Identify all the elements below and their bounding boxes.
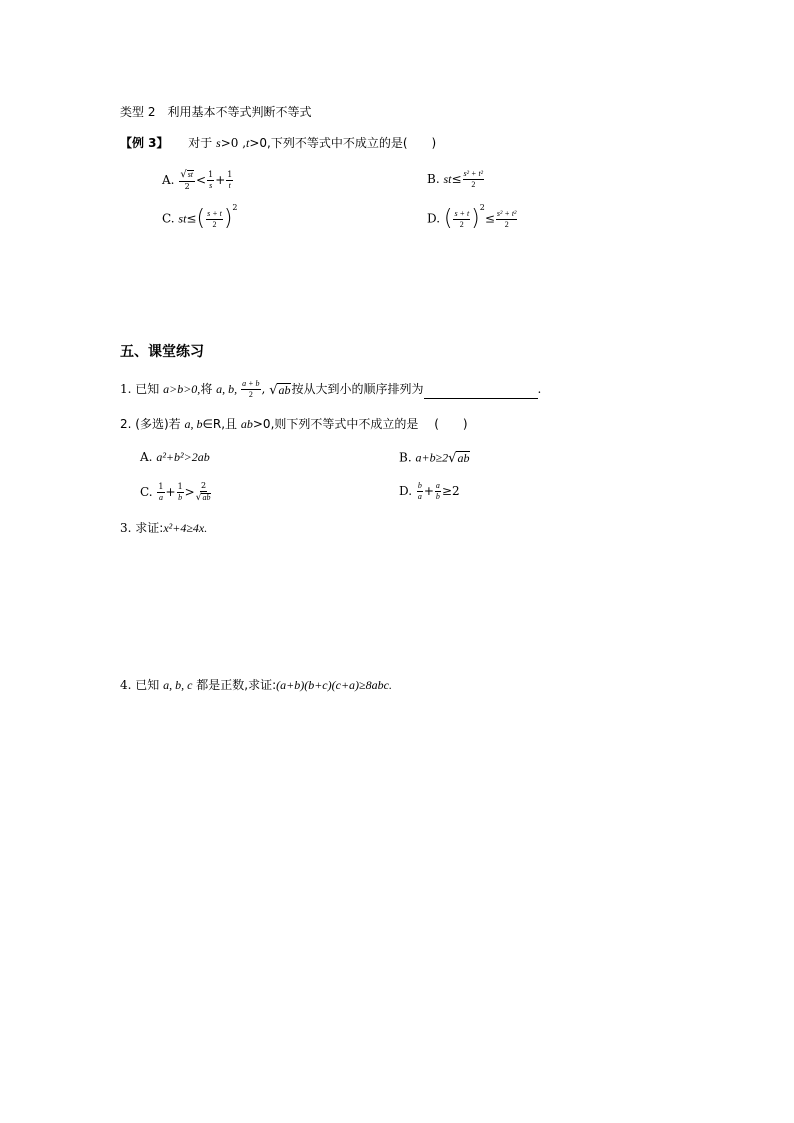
q4-pre: 已知 <box>135 678 164 692</box>
exponent: 2 <box>479 203 485 212</box>
answer-blank[interactable] <box>424 386 538 399</box>
plus-sign: + <box>215 173 226 187</box>
gt-sign: > <box>184 485 195 499</box>
stem-cond2: >0,下列不等式中不成立的是( ) <box>249 136 437 150</box>
q1-sep: , <box>261 382 270 396</box>
example-tag: 【例 3】 <box>120 136 169 150</box>
q4-vars: a, b, c <box>163 678 193 692</box>
q2-stem-post: >0,则下列不等式中不成立的是 ( ) <box>252 417 468 431</box>
fraction: $\frac{a}{b}$ <box>435 481 440 501</box>
fraction: $\frac{2}{√ab}$ <box>195 481 211 503</box>
ge-sign: ≥2 <box>441 484 460 498</box>
var-t: t <box>246 136 250 150</box>
q1-post: 按从大到小的顺序排列为 <box>291 382 424 396</box>
exponent: 2 <box>232 203 238 212</box>
lhs: st <box>178 211 187 226</box>
example3-option-c <box>162 203 238 231</box>
sqrt-ab: √ab <box>448 451 470 466</box>
q4-expr: (a+b)(b+c)(c+a)≥8abc. <box>276 678 392 692</box>
question-2 <box>120 418 468 430</box>
sqrt-ab: √ab <box>269 382 291 398</box>
fraction: $\frac{1}{s}$ <box>208 170 214 190</box>
q2-option-c <box>140 482 212 503</box>
option-label: A. <box>140 450 153 464</box>
q2-vars: a, b <box>184 417 203 431</box>
q1-vars: a, b, <box>216 382 241 396</box>
q3-expr: x²+4≥4x. <box>163 521 208 535</box>
fraction: $\frac{\text{s² + t²}}{2}$ <box>463 169 484 189</box>
q2-option-a <box>140 451 210 463</box>
fraction: $\frac{a + b}{2}$ <box>242 379 260 399</box>
option-label: B. <box>399 450 412 465</box>
section-title: 五、课堂练习 <box>120 344 204 360</box>
le-sign: ≤ <box>451 172 462 186</box>
expression: a²+b²>2ab <box>156 450 210 464</box>
example3-stem <box>120 137 436 149</box>
q2-stem-pre: 2. (多选)若 <box>120 417 185 431</box>
example3-option-a <box>162 170 234 191</box>
option-label: D. <box>427 211 441 226</box>
question-number: 4. <box>120 678 132 692</box>
fraction: $\frac{\text{s² + t²}}{2}$ <box>496 208 517 229</box>
option-label: C. <box>140 485 153 499</box>
stem-pre: 对于 <box>188 136 217 150</box>
left-paren: ( <box>443 206 453 231</box>
fraction: $\frac{1}{b}$ <box>177 482 183 502</box>
fraction: $\frac{s + t}{2}$ <box>454 208 470 229</box>
less-than: < <box>196 173 207 187</box>
option-label: B. <box>427 172 440 186</box>
q4-mid: 都是正数,求证: <box>192 678 277 692</box>
expression: a+b≥2 <box>415 450 449 465</box>
q1-pre: 已知 <box>135 382 164 396</box>
var-s: s <box>216 136 221 150</box>
le-sign: ≤ <box>186 211 197 226</box>
question-number: 3. <box>120 521 132 535</box>
plus-sign: + <box>423 484 434 498</box>
example3-option-d <box>427 203 518 231</box>
question-4 <box>120 679 392 691</box>
q3-text: 求证: <box>135 521 164 535</box>
le-sign: ≤ <box>484 211 495 226</box>
type2-heading: 类型 2 利用基本不等式判断不等式 <box>120 105 312 119</box>
fraction: $\frac{√st}{2}$ <box>180 169 194 191</box>
plus-sign: + <box>165 485 176 499</box>
fraction: $\frac{1}{t}$ <box>227 170 233 190</box>
right-paren: ) <box>471 206 480 231</box>
lhs: st <box>443 172 452 186</box>
option-label: C. <box>162 211 175 226</box>
stem-cond1: >0 , <box>220 136 247 150</box>
left-paren: ( <box>196 206 206 231</box>
q1-end: . <box>537 382 542 396</box>
example3-option-b <box>427 170 485 189</box>
option-label: D. <box>399 484 413 498</box>
right-paren: ) <box>223 206 233 231</box>
question-1 <box>120 380 541 399</box>
fraction: $\frac{s + t}{2}$ <box>207 208 222 229</box>
q1-mid: 将 <box>200 382 217 396</box>
q2-ab: ab <box>240 417 253 431</box>
q2-in-r: ∈R,且 <box>202 417 241 431</box>
fraction: $\frac{b}{a}$ <box>417 481 422 501</box>
q2-option-d <box>399 482 460 501</box>
q1-cond: a>b>0, <box>163 382 201 396</box>
q2-option-b <box>399 451 470 465</box>
question-number: 1. <box>120 382 132 396</box>
option-label: A. <box>162 173 175 187</box>
question-3 <box>120 522 207 534</box>
fraction: $\frac{1}{a}$ <box>158 482 164 502</box>
